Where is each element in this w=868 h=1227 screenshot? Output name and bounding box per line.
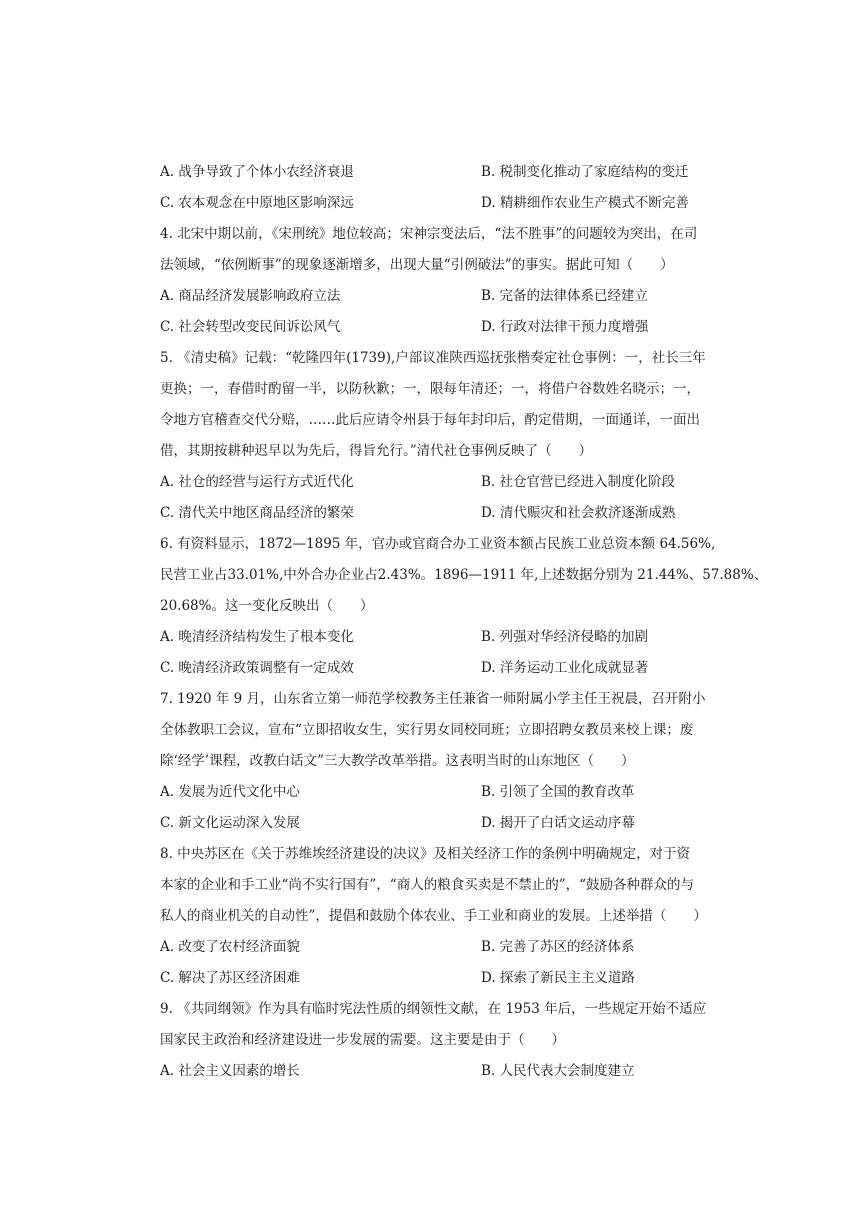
q9-stem-line: 9. 《共同纲领》作为具有临时宪法性质的纲领性文献，在 1953 年后，一些规定开始不适应 [160,1001,707,1017]
q4-option-c: C. 社会转型改变民间诉讼风气 [160,319,341,335]
q8-stem-line: 8. 中央苏区在《关于苏维埃经济建设的决议》及相关经济工作的条例中明确规定，对于资 [160,846,691,862]
q7-stem-line: 7. 1920 年 9 月，山东省立第一师范学校教务主任兼省一师附属小学主任王祝晨，召开附小 [160,691,706,707]
q6-stem-line: 20.68%。这一变化反映出（ ） [160,598,374,614]
q8-stem-line: 私人的商业机关的自动性”，提倡和鼓励个体农业、手工业和商业的发展。上述举措（ ） [160,908,707,924]
q9-option-a: A. 社会主义因素的增长 [160,1063,300,1079]
q8-option-b: B. 完善了苏区的经济体系 [481,939,635,955]
q6-stem-line: 民营工业占33.01%,中外合办企业占2.43%。1896—1911 年,上述数据分别为 21.44%、57.88%、 [160,567,768,583]
q6-option-b: B. 列强对华经济侵略的加剧 [481,629,649,645]
q7-option-c: C. 新文化运动深入发展 [160,815,300,831]
q6-option-d: D. 洋务运动工业化成就显著 [481,660,649,676]
q7-stem-line: 除‘经学’课程，改教白话文”三大教学改革举措。这表明当时的山东地区（ ） [160,753,635,769]
q5-stem-line: 5. 《清史稿》记载：“乾隆四年(1739),户部议准陕西巡抚张楷奏定社仓事例：一，社长三年 [160,350,706,366]
q8-stem-line: 本家的企业和手工业“尚不实行国有”，“商人的粮食买卖是不禁止的”，“鼓励各种群众的与 [160,877,695,893]
q7-option-a: A. 发展为近代文化中心 [160,784,300,800]
q7-option-d: D. 揭开了白话文运动序幕 [481,815,635,831]
q9-option-b: B. 人民代表大会制度建立 [481,1063,635,1079]
q4-stem-line: 法领域，“依例断事”的现象逐渐增多，出现大量“引例破法”的事实。据此可知（ ） [160,257,674,273]
q5-stem-line: 更换；一，春借时酌留一半，以防秋歉；一，限每年清还；一，将借户谷数姓名晓示；一， [160,381,700,397]
q3-option-a: A. 战争导致了个体小农经济衰退 [160,164,354,180]
q3-option-b: B. 税制变化推动了家庭结构的变迁 [481,164,689,180]
q7-option-b: B. 引领了全国的教育改革 [481,784,635,800]
q8-option-c: C. 解决了苏区经济困难 [160,970,300,986]
q4-option-a: A. 商品经济发展影响政府立法 [160,288,341,304]
q5-option-d: D. 清代赈灾和社会救济逐渐成熟 [481,505,676,521]
q5-stem-line: 令地方官稽查交代分赔，……此后应请令州县于每年封印后，酌定借期，一面通详，一面出 [160,412,700,428]
q9-stem-line: 国家民主政治和经济建设进一步发展的需要。这主要是由于（ ） [160,1032,565,1048]
q7-stem-line: 全体教职工会议，宣布“立即招收女生，实行男女同校同班；立即招聘女教员来校上课；废 [160,722,694,738]
q6-stem-line: 6. 有资料显示，1872—1895 年，官办或官商合办工业资本额占民族工业总资本额 64.56%, [160,536,716,552]
q4-option-d: D. 行政对法律干预力度增强 [481,319,649,335]
q5-option-b: B. 社仓官营已经进入制度化阶段 [481,474,676,490]
q8-option-d: D. 探索了新民主主义道路 [481,970,635,986]
q8-option-a: A. 改变了农村经济面貌 [160,939,300,955]
q5-option-a: A. 社仓的经营与运行方式近代化 [160,474,354,490]
q6-option-c: C. 晚清经济政策调整有一定成效 [160,660,354,676]
q5-option-c: C. 清代关中地区商品经济的繁荣 [160,505,354,521]
q4-stem-line: 4. 北宋中期以前，《宋刑统》地位较高；宋神宗变法后，“法不胜事”的问题较为突出，在司 [160,226,698,242]
q4-option-b: B. 完备的法律体系已经建立 [481,288,649,304]
q3-option-c: C. 农本观念在中原地区影响深远 [160,195,354,211]
q6-option-a: A. 晚清经济结构发生了根本变化 [160,629,354,645]
q5-stem-line: 借，其期按耕种迟早以为先后，得旨允行。”清代社仓事例反映了（ ） [160,443,593,459]
q3-option-d: D. 精耕细作农业生产模式不断完善 [481,195,689,211]
